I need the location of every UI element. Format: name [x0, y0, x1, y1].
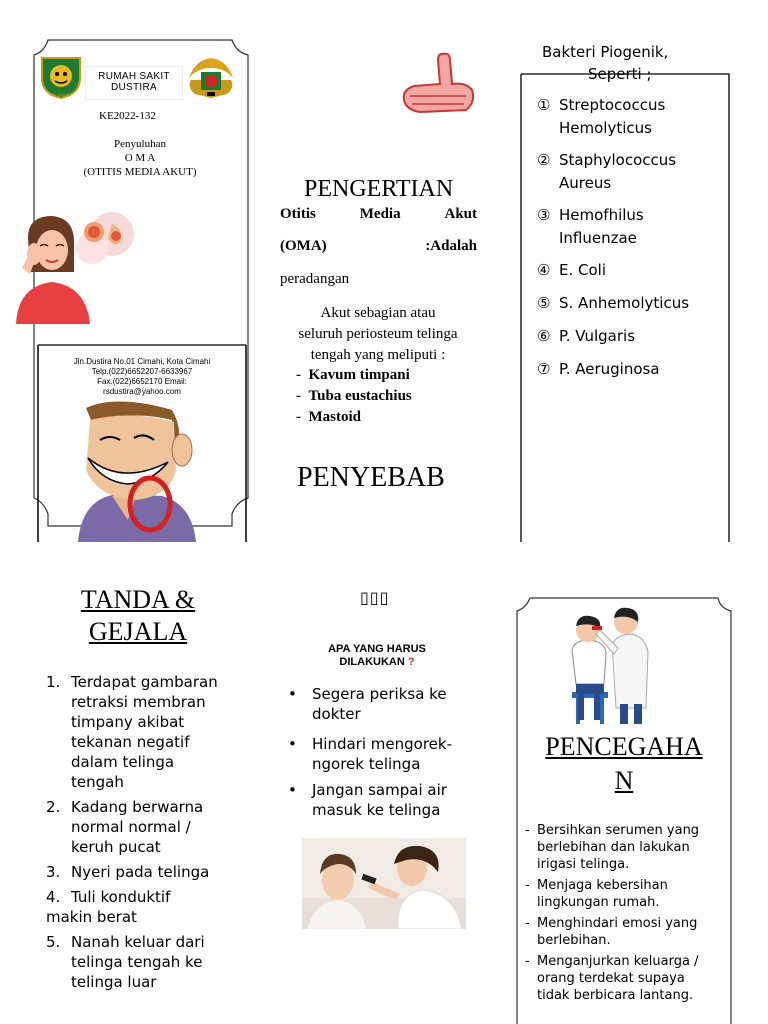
- bakteri-item: [537, 259, 727, 282]
- bakteri-item-name: Streptococcus: [559, 96, 666, 114]
- bakteri-item-name: Staphylococcus: [559, 151, 677, 169]
- bakteri-item-number: ④: [537, 261, 551, 279]
- apa-item-line: Jangan sampai air: [312, 781, 447, 799]
- pengertian-term-line1: [280, 206, 477, 223]
- tanda-item-line: tekanan negatif: [71, 733, 190, 751]
- term-oma: (OMA): [280, 238, 327, 254]
- pengertian-heading: PENGERTIAN: [304, 176, 454, 202]
- pencegahan-item-line: Menjaga kebersihan: [537, 878, 668, 893]
- bakteri-heading: [530, 41, 710, 85]
- bakteri-item-name: P. Aeruginosa: [559, 360, 660, 378]
- tanda-heading-line2: GEJALA: [88, 617, 188, 646]
- bakteri-list: [537, 94, 727, 381]
- bakteri-item: [537, 149, 727, 195]
- dash-marker: -: [525, 916, 530, 931]
- term-word-media: Media: [359, 206, 401, 222]
- apa-heading: [292, 643, 462, 669]
- part-item-label: Tuba eustachius: [308, 388, 412, 404]
- tanda-item-number: 3.: [46, 863, 61, 881]
- tanda-item-number: 2.: [46, 798, 61, 816]
- pencegahan-item-line: berlebihan dan lakukan: [537, 840, 690, 855]
- penyebab-heading: PENYEBAB: [297, 462, 445, 493]
- tanda-item-line: keruh pucat: [71, 838, 161, 856]
- pengertian-body-line1: Akut sebagian atau: [320, 305, 436, 321]
- apa-heading-word: DILAKUKAN: [339, 656, 405, 668]
- pencegahan-item-line: tidak berbicara lantang.: [537, 988, 694, 1003]
- tanda-item-line: telinga tengah ke: [71, 953, 203, 971]
- pengertian-body: [274, 303, 482, 366]
- pencegahan-item: [525, 822, 725, 873]
- term-word-otitis: Otitis: [280, 206, 316, 222]
- pencegahan-list: [525, 822, 725, 1004]
- tanda-item: [46, 887, 246, 927]
- left-logo-caption: SILIWANGI: [50, 92, 72, 97]
- pencegahan-item-line: Menghindari emosi yang: [537, 916, 698, 931]
- title-line3: (OTITIS MEDIA AKUT): [83, 166, 197, 178]
- title-line2: O M A: [124, 152, 156, 164]
- tanda-heading-line1: TANDA &: [80, 585, 196, 614]
- dash-marker: -: [525, 954, 530, 969]
- pencegahan-item-line: Bersihkan serumen yang: [537, 823, 700, 838]
- doctor-examining-child-illustration: [562, 604, 662, 730]
- dash-marker: -: [525, 823, 530, 838]
- tanda-list: [46, 672, 246, 992]
- bullet-icon: •: [288, 685, 297, 703]
- tanda-item-line: Nanah keluar dari: [71, 933, 205, 951]
- tanda-item-line: dalam telinga: [71, 753, 175, 771]
- bakteri-item-number: ①: [537, 96, 551, 114]
- tanda-item-line: Nyeri pada telinga: [71, 863, 210, 881]
- pencegahan-item-line: Menganjurkan keluarga /: [537, 954, 699, 969]
- tanda-item-number: 1.: [46, 673, 61, 691]
- bakteri-item-number: ②: [537, 151, 551, 169]
- bakteri-heading-line1: Bakteri Piogenik,: [542, 43, 669, 61]
- bakteri-item: [537, 292, 727, 315]
- apa-item-line: masuk ke telinga: [312, 801, 441, 819]
- pencegahan-item-line: orang terdekat supaya: [537, 971, 685, 986]
- bullet-icon: •: [288, 735, 297, 753]
- ear-pain-man-illustration: [72, 400, 202, 542]
- tanda-item-line: Terdapat gambaran: [71, 673, 218, 691]
- bakteri-item-name: P. Vulgaris: [559, 327, 636, 345]
- pencegahan-item-line: irigasi telinga.: [537, 857, 630, 872]
- part-item-label: Kavum timpani: [308, 367, 410, 383]
- tanda-item-line: tengah: [71, 773, 124, 791]
- tanda-item-number: 4.: [46, 888, 61, 906]
- bakteri-heading-line2: Seperti ;: [588, 65, 652, 83]
- contact-email: rsdustira@yahoo.com: [103, 387, 181, 396]
- tanda-item: [46, 672, 246, 792]
- bakteri-item-name-cont: Influenzae: [559, 229, 637, 247]
- bakteri-item: [537, 358, 727, 381]
- tanda-item-number: 5.: [46, 933, 61, 951]
- tanda-item-line: normal normal /: [71, 818, 191, 836]
- bakteri-item: [537, 94, 727, 140]
- apa-heading-line2: [292, 656, 462, 669]
- pencegahan-item-line: lingkungan rumah.: [537, 895, 660, 910]
- part-item: - Kavum timpani: [296, 367, 410, 383]
- pencegahan-item: [525, 953, 725, 1004]
- pengertian-body-line3: tengah yang meliputi :: [310, 347, 446, 363]
- document-code: KE2022-132: [99, 110, 156, 122]
- bakteri-item-number: ⑤: [537, 294, 551, 312]
- bakteri-item-number: ⑥: [537, 327, 551, 345]
- dash-marker: -: [525, 878, 530, 893]
- contact-block: [40, 357, 244, 397]
- part-item: - Mastoid: [296, 409, 361, 425]
- bakteri-item: [537, 204, 727, 250]
- tanda-item-line: Kadang berwarna: [71, 798, 204, 816]
- apa-item-line: dokter: [312, 705, 361, 723]
- apa-item-line: Segera periksa ke: [312, 685, 447, 703]
- hospital-name-box: [85, 66, 183, 100]
- apa-item: [288, 684, 478, 724]
- pengertian-term-line2: [280, 238, 477, 255]
- apa-heading-line1: APA YANG HARUS: [328, 643, 426, 655]
- tanda-item-line: timpany akibat: [71, 713, 185, 731]
- part-item: - Tuba eustachius: [296, 388, 412, 404]
- bakteri-item: [537, 325, 727, 348]
- apa-item: [288, 734, 478, 774]
- placeholder-glyphs: ▯▯▯: [360, 588, 390, 607]
- term-word-akut: Akut: [444, 206, 477, 222]
- bakteri-item-number: ③: [537, 206, 551, 224]
- earache-woman-illustration: [8, 208, 140, 324]
- tanda-item: [46, 932, 246, 992]
- pengertian-term-line3: peradangan: [280, 271, 350, 287]
- bakteri-item-name-cont: Hemolyticus: [559, 119, 652, 137]
- term-adalah: :Adalah: [425, 238, 477, 254]
- pencegahan-item: [525, 877, 725, 911]
- tanda-item: [46, 862, 246, 882]
- pencegahan-heading-line2: N: [614, 766, 634, 795]
- bakteri-item-name-cont: Aureus: [559, 174, 612, 192]
- pencegahan-item-line: berlebihan.: [537, 933, 611, 948]
- apa-list: [288, 684, 478, 820]
- tanda-item: [46, 797, 246, 857]
- hospital-name-line1: RUMAH SAKIT: [98, 71, 170, 82]
- contact-address: Jln.Dustira No.01 Cimahi, Kota Cimahi: [73, 357, 211, 366]
- tanda-item-line: retraksi membran: [71, 693, 206, 711]
- apa-item-line: ngorek telinga: [312, 755, 421, 773]
- bakteri-item-name: E. Coli: [559, 261, 606, 279]
- pencegahan-heading-line1: PENCEGAHA: [545, 732, 703, 761]
- ear-exam-photo: [302, 838, 466, 929]
- apa-item-line: Hindari mengorek-: [312, 735, 452, 753]
- pointing-hand-icon: [400, 50, 480, 116]
- pencegahan-heading: [521, 730, 727, 798]
- title-line1: Penyuluhan: [114, 138, 166, 150]
- bakteri-item-name: Hemofhilus: [559, 206, 644, 224]
- bakteri-item-number: ⑦: [537, 360, 551, 378]
- part-item-label: Mastoid: [308, 409, 361, 425]
- pencegahan-item: [525, 915, 725, 949]
- pengertian-parts-list: [296, 365, 412, 428]
- tanda-heading: [40, 584, 236, 648]
- contact-phone: Telp.(022)6652207-6633967: [91, 367, 193, 376]
- apa-item: [288, 780, 478, 820]
- hospital-name-line2: DUSTIRA: [111, 82, 157, 93]
- pengertian-body-line2: seluruh periosteum telinga: [298, 326, 458, 342]
- right-logo: [185, 54, 237, 100]
- tanda-item-line: Tuli konduktif: [71, 888, 171, 906]
- bullet-icon: •: [288, 781, 297, 799]
- bakteri-item-name: S. Anhemolyticus: [559, 294, 690, 312]
- tanda-item-line: telinga luar: [71, 973, 157, 991]
- contact-fax: Fax.(022)6652170 Email:: [97, 377, 187, 386]
- tanda-item-tail: makin berat: [46, 908, 137, 926]
- apa-heading-question-mark: ?: [407, 656, 415, 668]
